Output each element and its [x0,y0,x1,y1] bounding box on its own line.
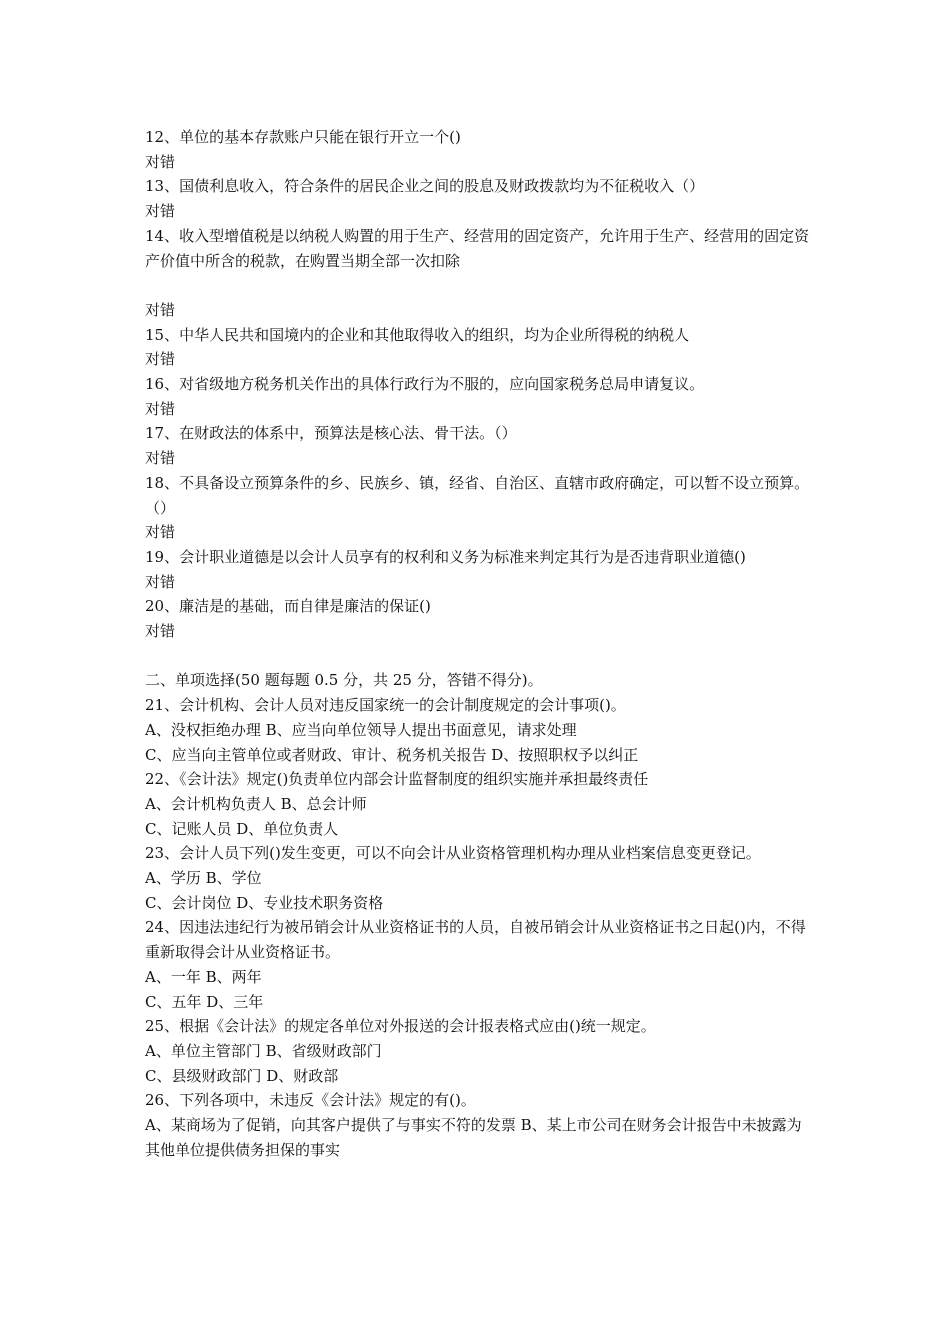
options-a-b: A、没权拒绝办理 B、应当向单位领导人提出书面意见，请求处理 [145,720,577,739]
options-c-d: C、会计岗位 D、专业技术职务资格 [145,893,384,912]
options-c-d: C、五年 D、三年 [145,992,264,1011]
options-a-b: A、会计机构负责人 B、总会计师 [145,794,367,813]
tf-question-12 [145,125,810,174]
mc-question-26 [145,1088,810,1162]
question-text: 22、《会计法》规定()负责单位内部会计监督制度的组织实施并承担最终责任 [145,770,649,789]
answer-options: 对错 [145,572,176,591]
question-text: 15、中华人民共和国境内的企业和其他取得收入的组织，均为企业所得税的纳税人 [145,325,690,344]
tf-question-19 [145,545,810,594]
tf-question-16 [145,372,810,421]
tf-question-14 [145,224,810,323]
options-a-b: A、学历 B、学位 [145,869,262,888]
question-text: 14、收入型增值税是以纳税人购置的用于生产、经营用的固定资产，允许用于生产、经营用的固定资产价值中所含的税款，在购置当期全部一次扣除 [145,226,810,270]
options-a-b: A、一年 B、两年 [145,967,262,986]
mc-question-23 [145,841,810,915]
question-text: 19、会计职业道德是以会计人员享有的权利和义务为标准来判定其行为是否违背职业道德() [145,547,746,566]
question-text: 17、在财政法的体系中，预算法是核心法、骨干法。（） [145,424,517,443]
answer-options: 对错 [145,622,176,641]
tf-question-18 [145,471,810,545]
question-text: 13、国债利息收入，符合条件的居民企业之间的股息及财政拨款均为不征税收入（） [145,177,705,196]
section-gap [145,644,810,669]
mc-question-25 [145,1014,810,1088]
options-c-d: C、记账人员 D、单位负责人 [145,819,339,838]
tf-question-15 [145,323,810,372]
options-c-d: C、县级财政部门 D、财政部 [145,1066,339,1085]
answer-options: 对错 [145,152,176,171]
tf-question-17 [145,421,810,470]
answer-options: 对错 [145,300,176,319]
answer-options: 对错 [145,350,176,369]
question-text: 21、会计机构、会计人员对违反国家统一的会计制度规定的会计事项()。 [145,696,626,715]
answer-options: 对错 [145,449,176,468]
answer-options: 对错 [145,399,176,418]
mc-question-22 [145,767,810,841]
tf-question-13 [145,174,810,223]
question-text: 25、根据《会计法》的规定各单位对外报送的会计报表格式应由()统一规定。 [145,1017,656,1036]
question-text: 23、会计人员下列()发生变更，可以不向会计从业资格管理机构办理从业档案信息变更登记。 [145,844,761,863]
question-text: 24、因违法违纪行为被吊销会计从业资格证书的人员，自被吊销会计从业资格证书之日起()内，不得重新取得会计从业资格证书。 [145,918,806,962]
options-a-b: A、单位主管部门 B、省级财政部门 [145,1041,382,1060]
question-text: 18、不具备设立预算条件的乡、民族乡、镇，经省、自治区、直辖市政府确定，可以暂不设立预算。（） [145,473,810,517]
options-a-b: A、某商场为了促销，向其客户提供了与事实不符的发票 B、某上市公司在财务会计报告中未披露为其他单位提供债务担保的事实 [145,1116,802,1159]
section-heading: 二、单项选择(50 题每题 0.5 分，共 25 分，答错不得分)。 [145,671,543,690]
answer-options: 对错 [145,202,176,221]
mc-question-21 [145,693,810,767]
mc-question-24 [145,915,810,1014]
document-page [145,125,810,1163]
blank-line [145,273,810,298]
tf-question-20 [145,594,810,643]
answer-options: 对错 [145,523,176,542]
question-text: 12、单位的基本存款账户只能在银行开立一个() [145,128,461,146]
question-text: 26、下列各项中，未违反《会计法》规定的有()。 [145,1091,476,1110]
question-text: 20、廉洁是的基础，而自律是廉洁的保证() [145,597,431,616]
options-c-d: C、应当向主管单位或者财政、审计、税务机关报告 D、按照职权予以纠正 [145,745,639,764]
question-text: 16、对省级地方税务机关作出的具体行政行为不服的，应向国家税务总局申请复议。 [145,375,705,394]
